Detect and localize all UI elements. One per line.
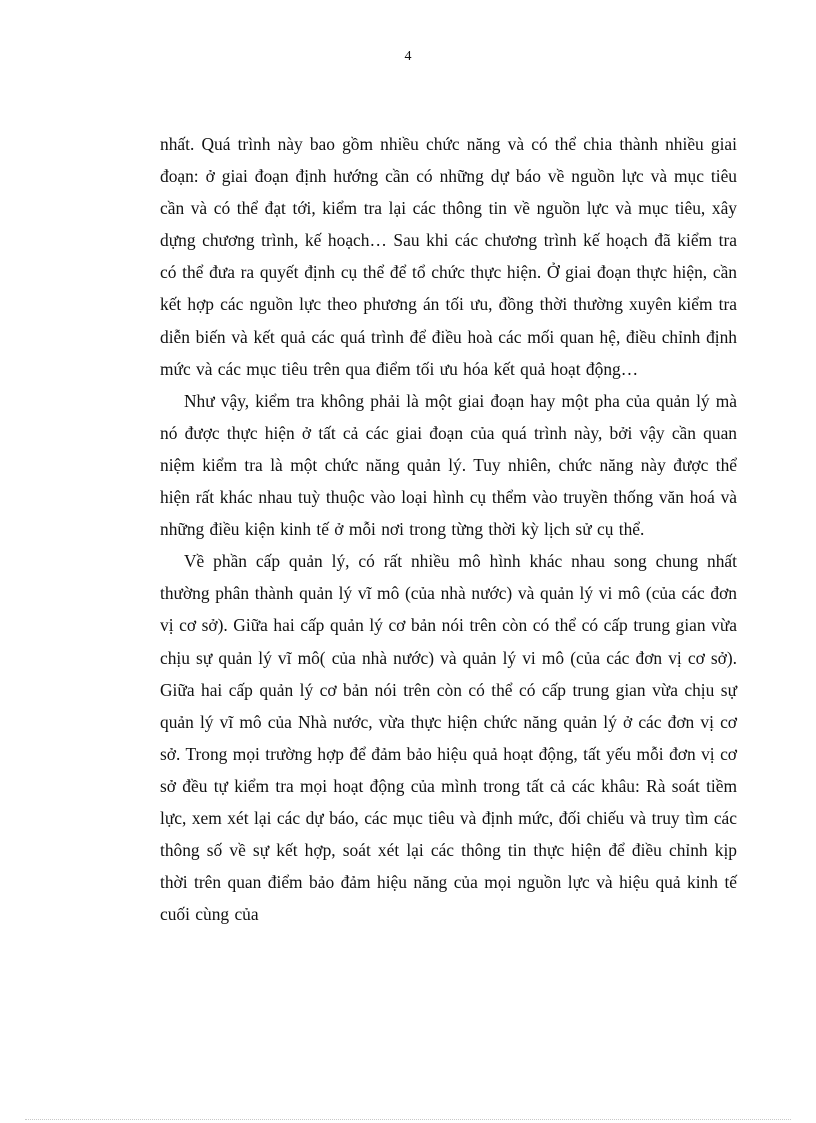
paragraph-continuation: nhất. Quá trình này bao gồm nhiều chức năng và có thể chia thành nhiều giai đoạn: ở giai đoạn định hướng cần có những dự báo về nguồn lực và mục tiêu cần và có thể đạt tới, kiểm tra lại các thông tin về nguồn lực và mục tiêu, xây dựng chương trình, kế hoạch… Sau khi các chương trình kế hoạch đã kiểm tra có thể đưa ra quyết định cụ thể để tổ chức thực hiện. Ở giai đoạn thực hiện, cần kết hợp các nguồn lực theo phương án tối ưu, đồng thời thường xuyên kiểm tra diễn biến và kết quả các quá trình để điều hoà các mối quan hệ, điều chỉnh định mức và các mục tiêu trên qua điểm tối ưu hóa kết quả hoạt động… bbox=[160, 134, 737, 379]
page-number: 4 bbox=[404, 49, 412, 64]
page-bottom-divider bbox=[25, 1119, 791, 1120]
body-text bbox=[160, 128, 737, 930]
paragraph-management-levels: Về phần cấp quản lý, có rất nhiều mô hình khác nhau song chung nhất thường phân thành quản lý vĩ mô (của nhà nước) và quản lý vi mô (của các đơn vị cơ sở). Giữa hai cấp quản lý cơ bản nói trên còn có thể có cấp trung gian vừa chịu sự quản lý vĩ mô( của nhà nước) và quản lý vi mô (của các đơn vị cơ sở). Giữa hai cấp quản lý cơ bản nói trên còn có thể có cấp trung gian vừa chịu sự quản lý vĩ mô của Nhà nước, vừa thực hiện chức năng quản lý ở các đơn vị cơ sở. Trong mọi trường hợp để đảm bảo hiệu quả hoạt động, tất yếu mỗi đơn vị cơ sở đều tự kiểm tra mọi hoạt động của mình trong tất cả các khâu: Rà soát tiềm lực, xem xét lại các dự báo, các mục tiêu và định mức, đối chiếu và truy tìm các thông số về sự kết hợp, soát xét lại các thông tin thực hiện để điều chỉnh kịp thời trên quan điểm bảo đảm hiệu năng của mọi nguồn lực và hiệu quả kinh tế cuối cùng của bbox=[160, 551, 737, 925]
paragraph-inspection-role: Như vậy, kiểm tra không phải là một giai đoạn hay một pha của quản lý mà nó được thực hiện ở tất cả các giai đoạn của quá trình này, bởi vậy cần quan niệm kiểm tra là một chức năng quản lý. Tuy nhiên, chức năng này được thể hiện rất khác nhau tuỳ thuộc vào loại hình cụ thểm vào truyền thống văn hoá và những điều kiện kinh tế ở mỗi nơi trong từng thời kỳ lịch sử cụ thể. bbox=[160, 390, 737, 540]
